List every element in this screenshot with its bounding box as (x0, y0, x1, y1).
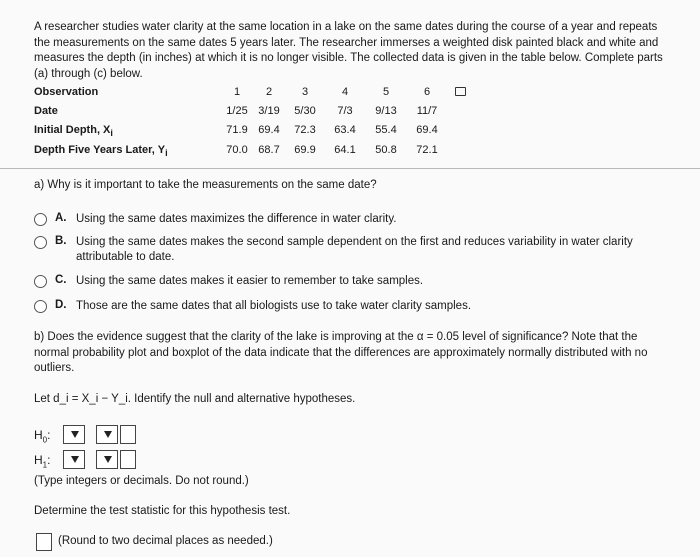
date-label: Date (34, 105, 58, 117)
later-depth-cell: 64.1 (334, 144, 356, 156)
problem-statement: A researcher studies water clarity at the same location in a lake on the same dates during the course of a year and repeats the measurements on the same dates 5 years later. The researcher immerses a weighted disk painted black and white and measures the depth (in inches) at which it is no longer visible. The collected data is given in the table below. Complete parts (a) through (c) below. (34, 21, 663, 80)
chevron-down-icon (71, 456, 79, 463)
test-statistic-prompt: Determine the test statistic for this hypothesis test. (34, 505, 291, 517)
initial-depth-cell: 69.4 (416, 124, 438, 136)
test-statistic-input[interactable] (36, 533, 52, 551)
h0-label: $H_0$: (34, 428, 51, 445)
radio-c[interactable] (34, 275, 47, 288)
observation-cell: 6 (423, 86, 431, 98)
copy-table-icon[interactable] (455, 87, 466, 96)
later-depth-cell: 68.7 (258, 144, 280, 156)
option-letter: D. (55, 299, 67, 311)
option-letter: A. (55, 212, 67, 224)
date-cell: 9/13 (375, 105, 397, 117)
date-cell: 1/25 (226, 105, 248, 117)
later-depth-cell: 72.1 (416, 144, 438, 156)
date-cell: 3/19 (258, 105, 280, 117)
later-depth-cell: 70.0 (226, 144, 248, 156)
chevron-down-icon (104, 431, 112, 438)
option-a[interactable] (34, 212, 674, 228)
part-a-question: a) Why is it important to take the measurements on the same date? (34, 179, 377, 191)
h1-parameter-dropdown[interactable] (63, 450, 85, 469)
later-depth-label: Depth Five Years Later, $Y_i$ (34, 144, 168, 159)
initial-depth-cell: 63.4 (334, 124, 356, 136)
radio-b[interactable] (34, 236, 47, 249)
null-hypothesis-row (34, 425, 154, 445)
option-c[interactable] (34, 274, 674, 290)
h1-value-input[interactable] (120, 450, 136, 469)
observation-cell: 1 (233, 86, 241, 98)
later-depth-cell: 50.8 (375, 144, 397, 156)
option-text: Using the same dates maximizes the difference in water clarity. (76, 213, 397, 225)
chevron-down-icon (104, 456, 112, 463)
date-cell: 11/7 (416, 105, 438, 117)
observation-label: Observation (34, 86, 99, 98)
later-depth-cell: 69.9 (294, 144, 316, 156)
initial-depth-cell: 69.4 (258, 124, 280, 136)
option-letter: B. (55, 235, 67, 247)
round-note: (Round to two decimal places as needed.) (58, 535, 273, 547)
hypothesis-instruction: Let d_i = X_i − Y_i. Identify the null and alternative hypotheses. (34, 393, 356, 405)
option-b[interactable] (34, 235, 674, 267)
option-d[interactable] (34, 299, 674, 315)
section-divider (0, 168, 700, 169)
initial-depth-cell: 72.3 (294, 124, 316, 136)
chevron-down-icon (71, 431, 79, 438)
initial-depth-cell: 55.4 (375, 124, 397, 136)
radio-a[interactable] (34, 213, 47, 226)
h1-label: $H_1$: (34, 453, 51, 470)
observation-cell: 3 (301, 86, 309, 98)
h0-value-input[interactable] (120, 425, 136, 444)
h1-relation-dropdown[interactable] (96, 450, 118, 469)
initial-depth-cell: 71.9 (226, 124, 248, 136)
h0-relation-dropdown[interactable] (96, 425, 118, 444)
date-cell: 7/3 (337, 105, 353, 117)
type-note: (Type integers or decimals. Do not round.) (34, 475, 249, 487)
alternative-hypothesis-row (34, 450, 154, 470)
option-text: Using the same dates makes it easier to remember to take samples. (76, 275, 424, 287)
h0-parameter-dropdown[interactable] (63, 425, 85, 444)
option-text: Those are the same dates that all biologists use to take water clarity samples. (76, 300, 472, 312)
option-text: Using the same dates makes the second sample dependent on the first and reduces variability in water clarity attributable to date. (76, 236, 633, 263)
initial-depth-label: Initial Depth, $X_i$ (34, 124, 113, 139)
date-cell: 5/30 (294, 105, 316, 117)
option-letter: C. (55, 274, 67, 286)
observation-cell: 5 (382, 86, 390, 98)
observation-cell: 2 (265, 86, 273, 98)
radio-d[interactable] (34, 300, 47, 313)
observation-cell: 4 (341, 86, 349, 98)
part-b-question: b) Does the evidence suggest that the clarity of the lake is improving at the α = 0.05 level of significance? Note that the normal probability plot and boxplot of the data indicate that the differences are approximately normally distributed with no outliers. (34, 331, 648, 374)
